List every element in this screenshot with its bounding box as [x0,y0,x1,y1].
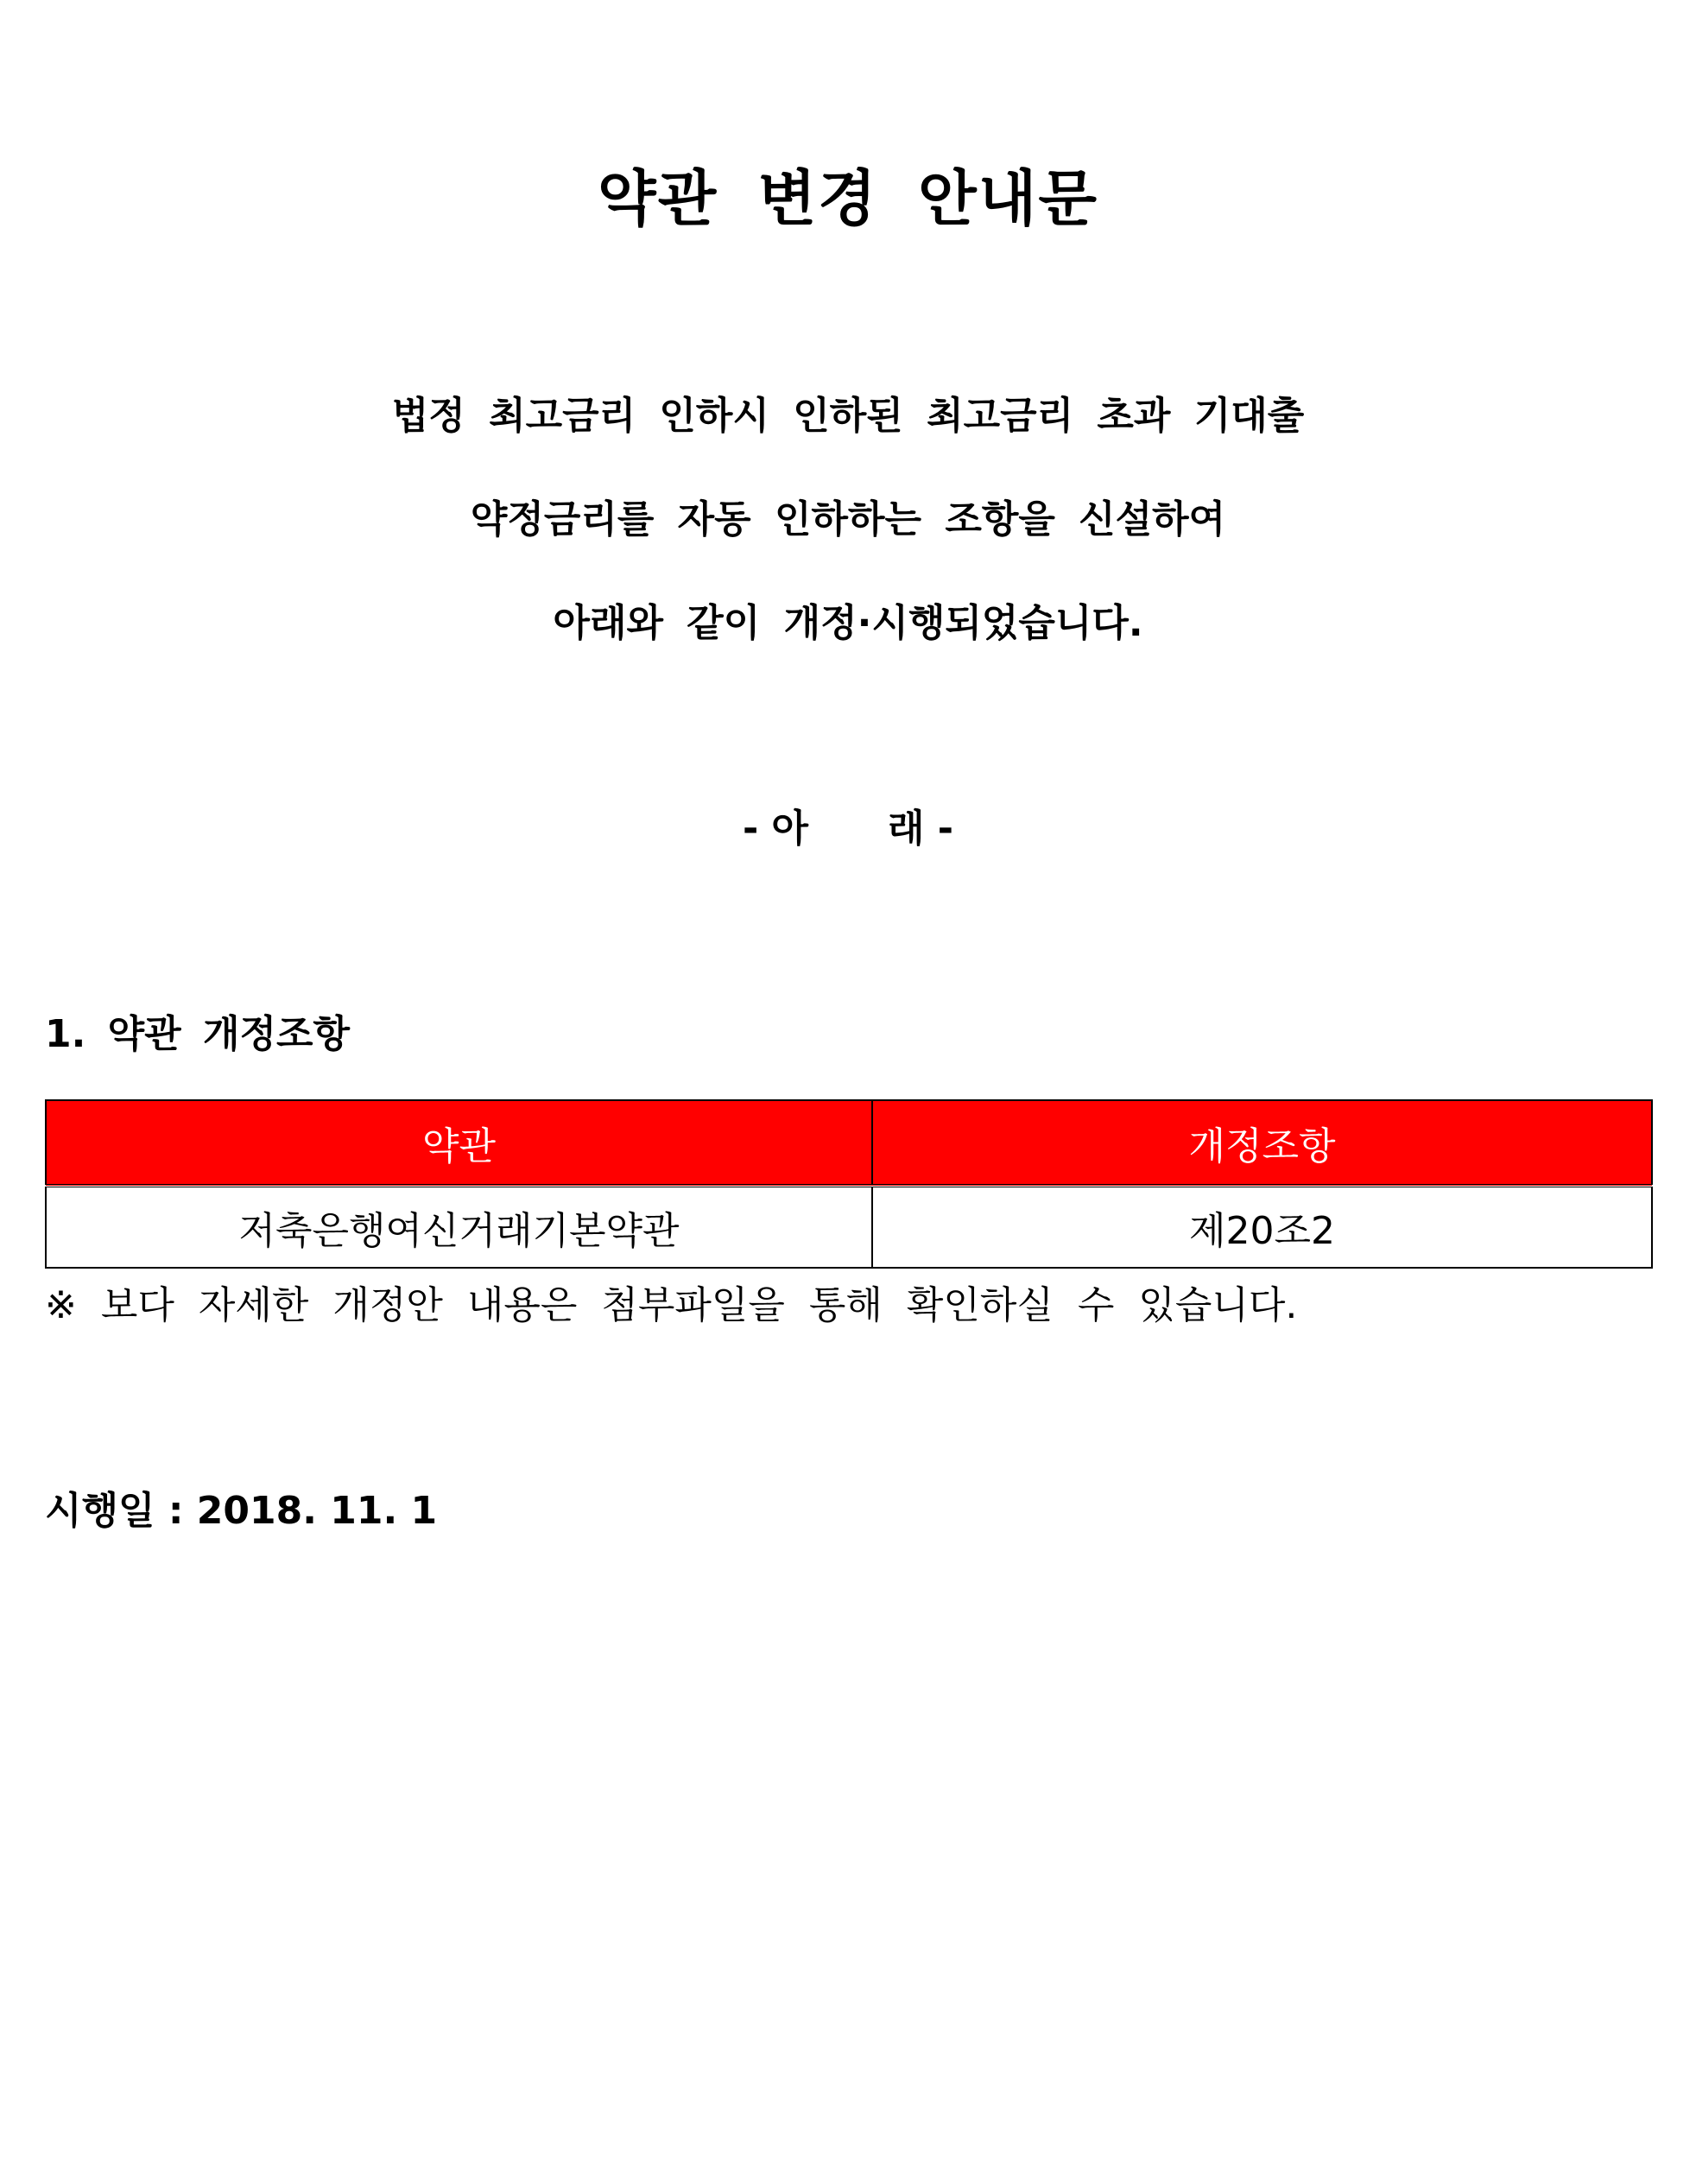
section-heading: 1. 약관 개정조항 [45,1012,350,1056]
notice-heading: - 아 래 - [742,807,954,851]
table-header-terms: 약관 [46,1100,872,1186]
document-title: 약관 변경 안내문 [597,163,1099,234]
intro-line-2: 약정금리를 자동 인하하는 조항을 신설하여 [470,497,1226,541]
terms-table [45,1099,1653,1269]
table-cell-amended-clause: 제20조2 [872,1186,1652,1268]
footnote: ※ 보다 자세한 개정안 내용은 첨부파일을 통해 확인하실 수 있습니다. [45,1283,1298,1327]
intro-line-1: 법정 최고금리 인하시 인하된 최고금리 초과 기대출 [391,394,1305,438]
table-header-row [46,1100,1652,1186]
table-cell-terms: 저축은행여신거래기본약관 [46,1186,872,1268]
table-header-amended-clause: 개정조항 [872,1100,1652,1186]
intro-line-3: 아래와 같이 개정·시행되었습니다. [553,601,1143,645]
table-row [46,1186,1652,1268]
effective-date: 시행일 : 2018. 11. 1 [45,1489,438,1533]
